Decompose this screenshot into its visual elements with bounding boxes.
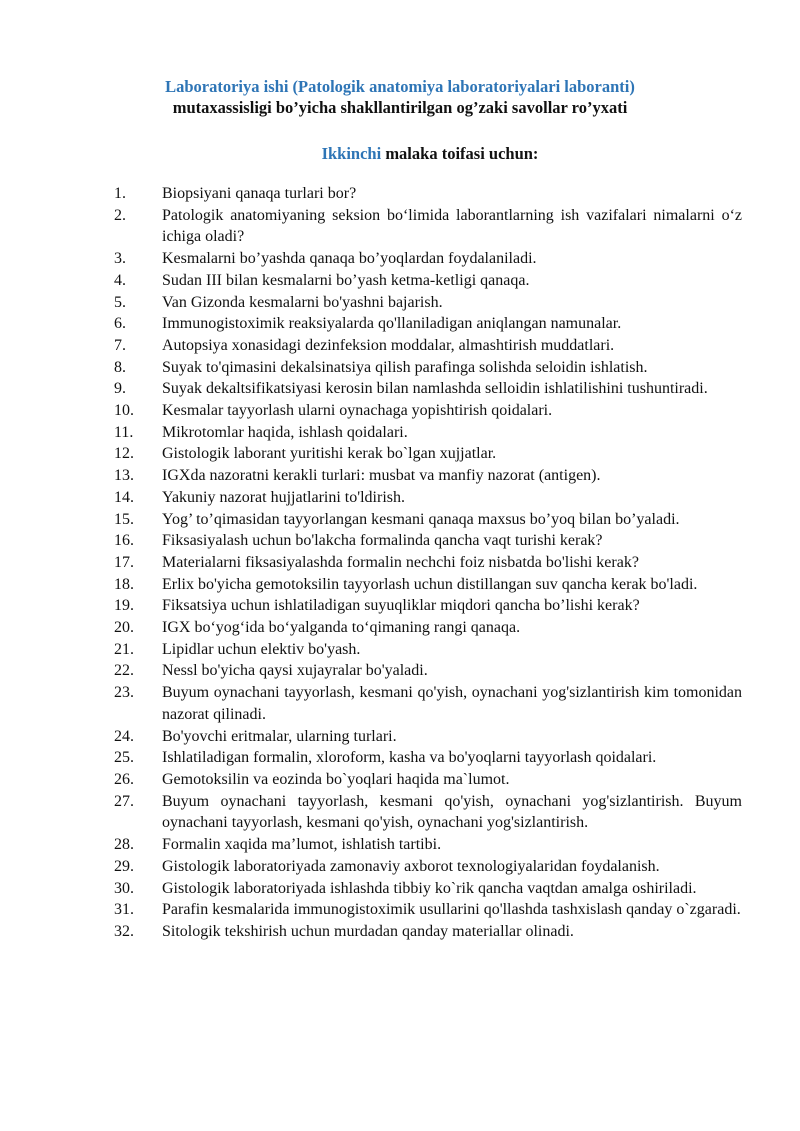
question-item bbox=[0, 248, 800, 270]
question-number: 25. bbox=[114, 749, 134, 767]
question-item bbox=[0, 465, 800, 487]
question-text: Mikrotomlar haqida, ishlash qoidalari. bbox=[162, 423, 408, 441]
question-item bbox=[0, 270, 800, 292]
question-text: Nessl bo'yicha qaysi xujayralar bo'yaladi. bbox=[162, 662, 428, 680]
question-number: 18. bbox=[114, 575, 134, 593]
question-number: 26. bbox=[114, 770, 134, 788]
question-text: Sudan III bilan kesmalarni bo’yash ketma-ketligi qanaqa. bbox=[162, 271, 530, 289]
question-item bbox=[0, 574, 800, 596]
question-text: Materialarni fiksasiyalashda formalin nechchi foiz nisbatda bo'lishi kerak? bbox=[162, 553, 639, 571]
question-number: 16. bbox=[114, 532, 134, 550]
question-number: 30. bbox=[114, 879, 134, 897]
question-text: Buyum oynachani tayyorlash, kesmani qo'yish, oynachani yog'sizlantirish. Buyum oynachani tayyorlash, kesmani qo'yish, oynachani yog'sizlantirish. bbox=[162, 792, 742, 832]
question-number: 32. bbox=[114, 922, 134, 940]
question-item bbox=[0, 183, 800, 205]
question-number: 21. bbox=[114, 640, 134, 658]
question-item bbox=[0, 617, 800, 639]
question-text: Gistologik laborant yuritishi kerak bo`lgan xujjatlar. bbox=[162, 445, 497, 463]
question-item bbox=[0, 205, 800, 248]
question-number: 9. bbox=[114, 380, 126, 398]
question-item bbox=[0, 769, 800, 791]
question-text: Fiksatsiya uchun ishlatiladigan suyuqliklar miqdori qancha bo’lishi kerak? bbox=[162, 597, 640, 615]
question-item bbox=[0, 899, 800, 921]
question-item bbox=[0, 834, 800, 856]
question-text: Ishlatiladigan formalin, xloroform, kasha va bo'yoqlarni tayyorlash qoidalari. bbox=[162, 749, 657, 767]
question-text: Fiksasiyalash uchun bo'lakcha formalinda qancha vaqt turishi kerak? bbox=[162, 532, 603, 550]
question-text: Immunogistoximik reaksiyalarda qo'llaniladigan aniqlangan namunalar. bbox=[162, 315, 622, 333]
question-number: 14. bbox=[114, 488, 134, 506]
question-text: Gistologik laboratoriyada zamonaviy axborot texnologiyalaridan foydalanish. bbox=[162, 857, 660, 875]
question-text: Buyum oynachani tayyorlash, kesmani qo'yish, oynachani yog'sizlantirish kim tomonidan nazorat qilinadi. bbox=[162, 684, 742, 723]
question-text: Van Gizonda kesmalarni bo'yashni bajarish. bbox=[162, 293, 443, 311]
question-number: 15. bbox=[114, 510, 134, 528]
question-item bbox=[0, 726, 800, 748]
question-text: Kesmalar tayyorlash ularni oynachaga yopishtirish qoidalari. bbox=[162, 402, 553, 420]
question-number: 8. bbox=[114, 358, 126, 376]
question-item bbox=[0, 357, 800, 379]
question-number: 29. bbox=[114, 857, 134, 875]
question-number: 23. bbox=[114, 684, 134, 702]
question-text: Erlix bo'yicha gemotoksilin tayyorlash uchun distillangan suv qancha kerak bo'ladi. bbox=[162, 575, 698, 593]
question-text: Suyak to'qimasini dekalsinatsiya qilish parafinga solishda seloidin ishlatish. bbox=[162, 358, 648, 376]
question-item bbox=[0, 639, 800, 661]
question-item bbox=[0, 660, 800, 682]
question-number: 11. bbox=[114, 423, 134, 441]
question-number: 12. bbox=[114, 445, 134, 463]
question-number: 17. bbox=[114, 553, 134, 571]
question-number: 31. bbox=[114, 901, 134, 919]
question-item bbox=[0, 313, 800, 335]
question-text: Sitologik tekshirish uchun murdadan qanday materiallar olinadi. bbox=[162, 922, 574, 940]
category-rest: malaka toifasi uchun: bbox=[381, 144, 539, 163]
question-number: 5. bbox=[114, 293, 126, 311]
question-number: 19. bbox=[114, 597, 134, 615]
question-text: Gistologik laboratoriyada ishlashda tibbiy ko`rik qancha vaqtdan amalga oshiriladi. bbox=[162, 879, 697, 897]
question-item bbox=[0, 335, 800, 357]
question-text: Parafin kesmalarida immunogistoximik usullarini qo'llashda tashxislash qanday o`zgaradi. bbox=[162, 901, 741, 919]
question-text: Autopsiya xonasidagi dezinfeksion moddalar, almashtirish muddatlari. bbox=[162, 336, 615, 354]
question-number: 20. bbox=[114, 619, 134, 637]
question-number: 13. bbox=[114, 467, 134, 485]
question-text: Bo'yovchi eritmalar, ularning turlari. bbox=[162, 727, 397, 745]
question-number: 22. bbox=[114, 662, 134, 680]
question-number: 2. bbox=[114, 206, 126, 224]
question-text: Formalin xaqida ma’lumot, ishlatish tartibi. bbox=[162, 836, 442, 854]
question-item bbox=[0, 400, 800, 422]
question-item bbox=[0, 530, 800, 552]
question-item bbox=[0, 292, 800, 314]
question-item bbox=[0, 509, 800, 531]
question-text: Yakuniy nazorat hujjatlarini to'ldirish. bbox=[162, 488, 405, 506]
question-item bbox=[0, 747, 800, 769]
question-item bbox=[0, 378, 800, 400]
question-item bbox=[0, 443, 800, 465]
question-text: Suyak dekaltsifikatsiyasi kerosin bilan namlashda selloidin ishlatilishini tushuntiradi. bbox=[162, 380, 708, 398]
title-line-1: Laboratoriya ishi (Patologik anatomiya laboratoriyalari laboranti) bbox=[165, 77, 635, 96]
question-item bbox=[0, 552, 800, 574]
question-number: 1. bbox=[114, 185, 126, 202]
question-item bbox=[0, 422, 800, 444]
question-number: 28. bbox=[114, 836, 134, 854]
question-item bbox=[0, 595, 800, 617]
question-text: IGXda nazoratni kerakli turlari: musbat va manfiy nazorat (antigen). bbox=[162, 467, 601, 485]
question-text: IGX bo‘yog‘ida bo‘yalganda to‘qimaning rangi qanaqa. bbox=[162, 619, 521, 637]
question-text: Kesmalarni bo’yashda qanaqa bo’yoqlardan foydalaniladi. bbox=[162, 250, 537, 268]
title-line-2: mutaxassisligi bo’yicha shakllantirilgan og’zaki savollar ro’yxati bbox=[172, 98, 628, 117]
question-number: 7. bbox=[114, 336, 126, 354]
question-item bbox=[0, 487, 800, 509]
question-text: Gemotoksilin va eozinda bo`yoqlari haqida ma`lumot. bbox=[162, 770, 510, 788]
qualification-category-heading bbox=[0, 143, 800, 164]
question-text: Lipidlar uchun elektiv bo'yash. bbox=[162, 640, 361, 658]
question-number: 6. bbox=[114, 315, 126, 333]
document-title bbox=[0, 76, 800, 118]
question-number: 27. bbox=[114, 792, 134, 810]
question-item bbox=[0, 878, 800, 900]
category-highlight: Ikkinchi bbox=[321, 144, 382, 163]
question-item bbox=[0, 856, 800, 878]
question-item bbox=[0, 791, 800, 834]
question-text: Patologik anatomiyaning seksion bo‘limida laborantlarning ish vazifalari nimalarni o‘z ichiga oladi? bbox=[162, 206, 742, 246]
question-number: 10. bbox=[114, 402, 134, 420]
question-item bbox=[0, 921, 800, 943]
question-list bbox=[0, 183, 800, 943]
question-number: 4. bbox=[114, 271, 126, 289]
question-text: Yog’ to’qimasidan tayyorlangan kesmani qanaqa maxsus bo’yoq bilan bo’yaladi. bbox=[162, 510, 680, 528]
question-number: 24. bbox=[114, 727, 134, 745]
question-text: Biopsiyani qanaqa turlari bor? bbox=[162, 185, 357, 202]
question-number: 3. bbox=[114, 250, 126, 268]
question-item bbox=[0, 682, 800, 725]
